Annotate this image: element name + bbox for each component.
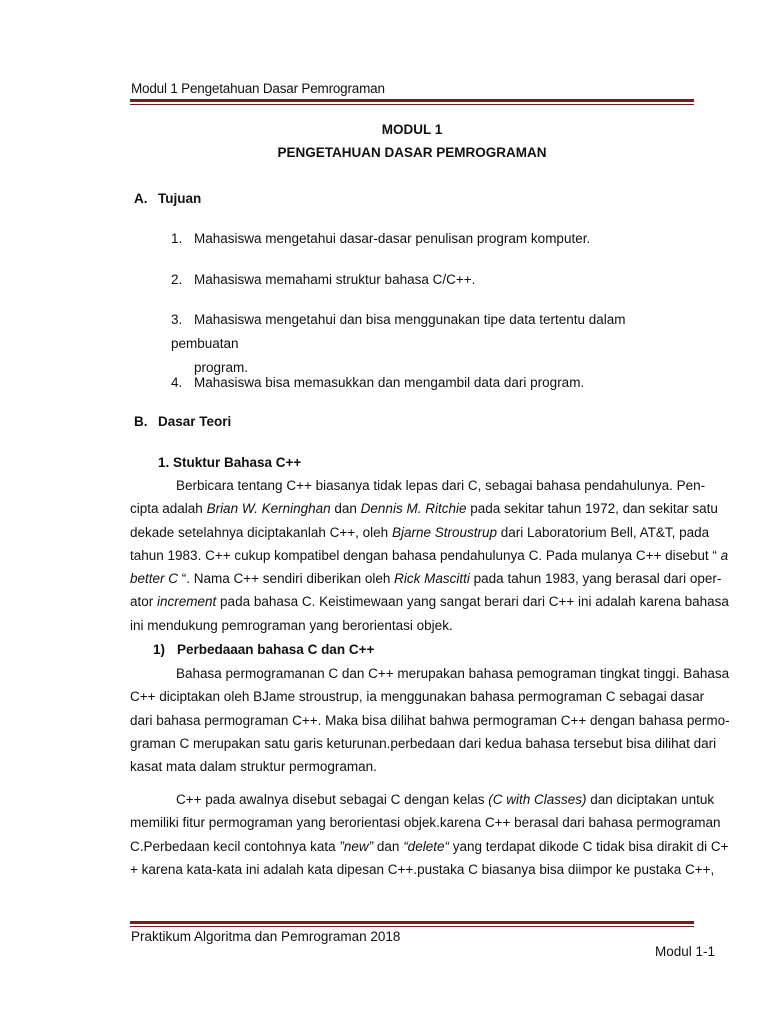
module-number: MODUL 1 — [381, 122, 443, 137]
subheading-struktur: 1. Stuktur Bahasa C++ — [158, 455, 302, 470]
section-b-letter: B. — [134, 414, 148, 429]
section-a-title: Tujuan — [158, 191, 202, 206]
page-footer: Praktikum Algoritma dan Pemrograman 2018 — [131, 929, 401, 944]
paragraph-struktur: Berbicara tentang C++ biasanya tidak lepas dari C, sebagai bahasa pendahulunya. Pen- cipta adalah Brian W. Kerninghan dan Dennis M. Ritchie pada sekitar tahun 1972, dan sekitar satu dekade setelahnya diciptakanlah C++, oleh Bjarne Stroustrup dari Laboratorium Bell, AT&T, pada tahun 1983. C++ cukup kompatibel dengan bahasa pendahulunya C. Pada mulanya C++ disebut “ a better C “. Nama C++ sendiri diberikan oleh Rick Mascitti pada tahun 1983, yang berasal dari oper- ator increment pada bahasa C. Keistimewaan yang sangat berari dari C++ ini adalah karena bahasa ini mendukung pemrograman yang berorientasi objek. — [130, 478, 729, 633]
header-rule — [130, 99, 694, 105]
footer-rule — [130, 921, 694, 927]
section-a-letter: A. — [134, 191, 148, 206]
page-header: Modul 1 Pengetahuan Dasar Pemrograman — [131, 81, 385, 96]
paragraph-cpp: C++ pada awalnya disebut sebagai C dengan kelas (C with Classes) dan diciptakan untuk memiliki fitur permograman yang berorientasi objek.karena C++ berasal dari bahasa permograman C.Perbedaan kecil contohnya kata ”new” dan “delete“ yang terdapat dikode C tidak bisa dirakit di C+ + karena kata-kata ini adalah kata dipesan C++.pustaka C biasanya bisa diimpor ke pustaka C++, — [130, 792, 729, 877]
list-item: 3. Mahasiswa mengetahui dan bisa menggunakan tipe data tertentu dalam pembuatan program. — [171, 312, 626, 375]
subheading-perbedaan: 1) Perbedaaan bahasa C dan C++ — [153, 642, 375, 657]
module-title: PENGETAHUAN DASAR PEMROGRAMAN — [277, 145, 547, 160]
list-item: 1. Mahasiswa mengetahui dasar-dasar penulisan program komputer. — [171, 231, 591, 246]
page-number: Modul 1-1 — [655, 944, 716, 959]
paragraph-perbedaan: Bahasa permogramanan C dan C++ merupakan bahasa pemograman tingkat tinggi. Bahasa C++ diciptakan oleh BJame stroustrup, ia menggunakan bahasa permograman C sebagai dasar dari bahasa permograman C++. Maka bisa dilihat bahwa permograman C++ dengan bahasa permo- graman C merupakan satu garis keturunan.perbedaan dari kedua bahasa tersebut bisa dilihat dari kasat mata dalam struktur permograman. — [130, 666, 730, 775]
section-a-heading — [134, 191, 201, 206]
list-item: 2. Mahasiswa memahami struktur bahasa C/C++. — [171, 272, 476, 287]
section-b-heading — [134, 414, 231, 429]
section-b-title: Dasar Teori — [158, 414, 232, 429]
list-item: 4. Mahasiswa bisa memasukkan dan mengambil data dari program. — [171, 375, 585, 390]
